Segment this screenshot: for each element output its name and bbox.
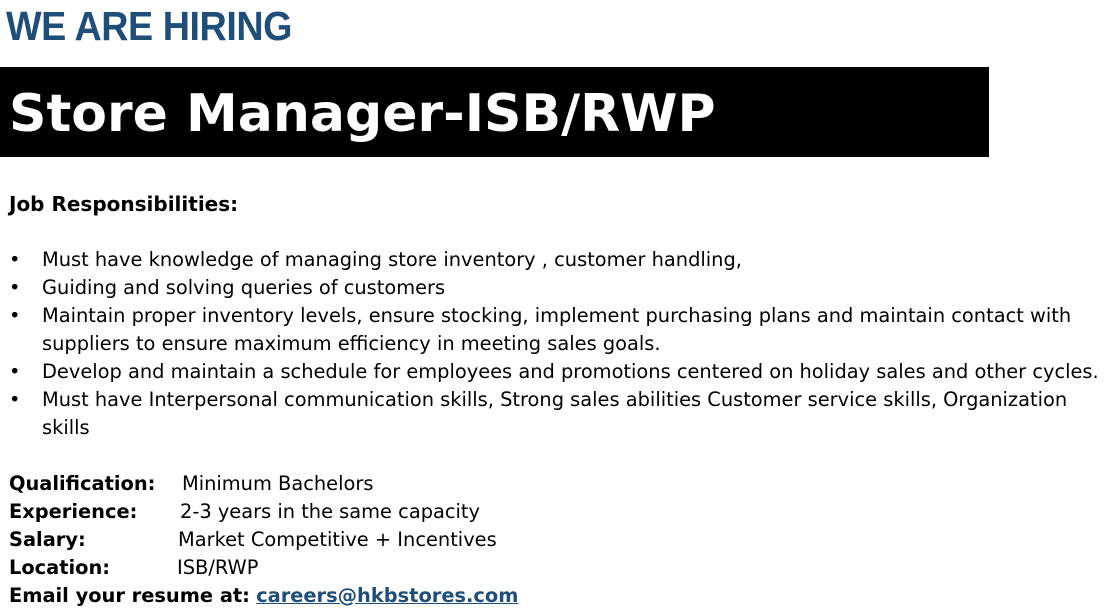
location-value: ISB/RWP (177, 556, 259, 579)
list-item (9, 358, 1109, 386)
bullet-icon: • (9, 388, 21, 411)
experience-label: Experience: (9, 500, 138, 523)
responsibilities-heading: Job Responsibilities: (9, 192, 239, 216)
contact-line (9, 582, 518, 610)
list-item (9, 386, 1109, 442)
bullet-icon: • (9, 248, 21, 271)
responsibility-text: Develop and maintain a schedule for employees and promotions centered on holiday sales and other cycles. (42, 360, 1099, 383)
list-item (9, 274, 1109, 302)
responsibility-text: Must have Interpersonal communication skills, Strong sales abilities Customer service skills, Organization skills (42, 388, 1068, 439)
responsibility-text: Must have knowledge of managing store inventory , customer handling, (42, 248, 742, 271)
bullet-icon: • (9, 304, 21, 327)
list-item (9, 302, 1109, 358)
location-label: Location: (9, 556, 111, 579)
list-item (9, 246, 1109, 274)
job-title: Store Manager-ISB/RWP (9, 84, 716, 144)
email-label: Email your resume at: (9, 584, 250, 607)
responsibility-text: Guiding and solving queries of customers (42, 276, 446, 299)
hiring-headline: WE ARE HIRING (6, 3, 293, 49)
responsibilities-list (9, 246, 1109, 442)
salary-value: Market Competitive + Incentives (178, 528, 497, 551)
qualification-label: Qualification: (9, 472, 156, 495)
salary-label: Salary: (9, 528, 86, 551)
experience-value: 2-3 years in the same capacity (180, 500, 481, 523)
responsibility-text: Maintain proper inventory levels, ensure stocking, implement purchasing plans and maintain contact with suppliers to ensure maximum efficiency in meeting sales goals. (42, 304, 1072, 355)
bullet-icon: • (9, 276, 21, 299)
bullet-icon: • (9, 360, 21, 383)
qualification-value: Minimum Bachelors (182, 472, 374, 495)
email-link[interactable]: careers@hkbstores.com (256, 584, 519, 607)
